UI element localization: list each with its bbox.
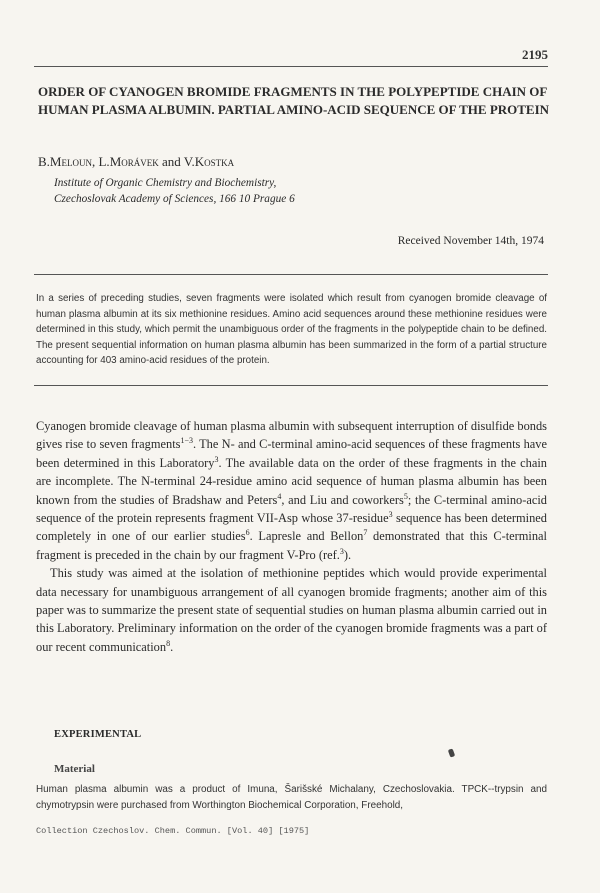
introduction: [36, 417, 547, 656]
citation-ref: 3: [339, 546, 344, 556]
citation-ref: 3: [214, 454, 219, 464]
author-name: Morávek: [109, 154, 159, 169]
article-title: ORDER OF CYANOGEN BROMIDE FRAGMENTS IN THE POLYPEPTIDE CHAIN OF HUMAN PLASMA ALBUMIN. PARTIAL AMINO-ACID SEQUENCE OF THE PROTEIN: [38, 84, 550, 117]
citation-ref: 7: [363, 528, 368, 538]
affiliation-line: Institute of Organic Chemistry and Biochemistry,: [54, 177, 277, 189]
intro-paragraph: Cyanogen bromide cleavage of human plasma albumin with subsequent interruption of disulfide bonds gives rise to seven fragments$^{1-3}$. The N- and C-terminal amino-acid sequences of these fragments have been determined in this Laboratory$^3$. The available data on the order of these fragments in the chain are incomplete. The N-terminal 24-residue amino acid sequence of human plasma albumin has been known from the studies of Bradshaw and Peters$^4$, and Liu and coworkers$^5$; the C-terminal amino-acid sequence of the protein represents fragment VII-Asp whose 37-residue$^3$ sequence has been determined completely in one of our earlier studies$^6$. Lapresle and Bellon$^7$ demonstrated that this C-terminal fragment is preceded in the chain by our fragment V-Pro (ref.$^3$).: [36, 419, 547, 562]
citation-ref: 6: [245, 528, 250, 538]
page-number: 2195: [522, 47, 548, 62]
author-name: Meloun: [49, 154, 92, 169]
citation-ref: 1−3: [180, 436, 193, 446]
subsection-heading: Material: [54, 763, 95, 775]
scan-speck: [448, 748, 455, 757]
author-separator: ,: [91, 154, 99, 169]
author-name: Kostka: [194, 154, 235, 169]
author-separator: and: [158, 154, 184, 169]
abstract: In a series of preceding studies, seven fragments were isolated which result from cyanogen bromide cleavage of human plasma albumin at its six methionine residues. Amino acid sequences around these methionine residues were determined in this study, which permit the unambiguous order of the fragments in the polypeptide chain to be defined. The present sequential information on human plasma albumin has been summarized in the form of a partial structure accounting for 403 amino-acid residues of the protein.: [36, 293, 547, 366]
header-rule: [34, 66, 548, 67]
intro-paragraph: This study was aimed at the isolation of methionine peptides which would provide experimental data necessary for unambiguous arrangement of all cyanogen bromide fragments; another aim of this paper was to summarize the present state of sequential studies on human plasma albumin carried out in this Laboratory. Preliminary information on the order of the cyanogen bromide fragments was a part of our recent communication$^8$.: [36, 566, 547, 654]
affiliation-line: Czechoslovak Academy of Sciences, 166 10 Prague 6: [54, 193, 295, 205]
affiliation: [54, 175, 295, 207]
material-paragraph: Human plasma albumin was a product of Imuna, Šarišské Michalany, Czechoslovakia. TPCK--trypsin and chymotrypsin were purchased from Worthington Biochemical Corporation, Freehold,: [36, 784, 547, 811]
author-list: [38, 154, 234, 170]
section-heading: EXPERIMENTAL: [54, 729, 142, 740]
journal-footer: Collection Czechoslov. Chem. Commun. [Vol. 40] [1975]: [36, 826, 310, 836]
author-initial: V.: [183, 154, 195, 169]
citation-ref: 4: [277, 491, 282, 501]
citation-ref: 8: [166, 638, 171, 648]
abstract-top-rule: [34, 274, 548, 275]
author-initial: B.: [38, 154, 50, 169]
received-date: Received November 14th, 1974: [397, 235, 544, 247]
author-initial: L.: [98, 154, 110, 169]
citation-ref: 5: [403, 491, 408, 501]
citation-ref: 3: [388, 509, 393, 519]
abstract-bottom-rule: [34, 385, 548, 386]
